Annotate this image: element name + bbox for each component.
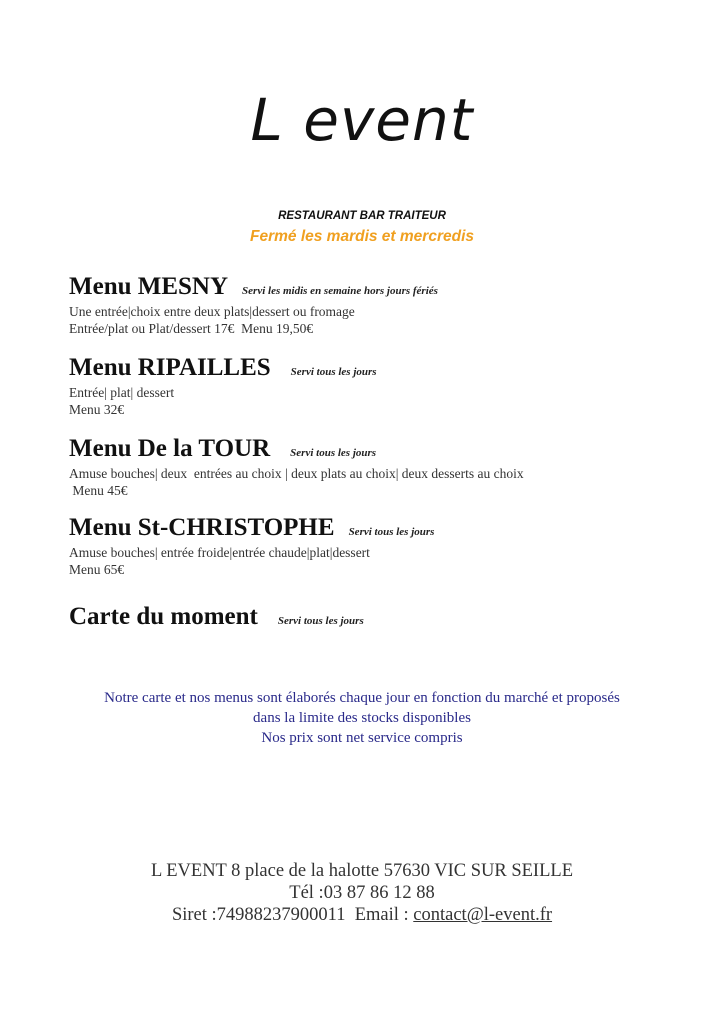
restaurant-tagline: RESTAURANT BAR TRAITEUR	[278, 210, 446, 222]
menu-description: Entrée| plat| dessert	[69, 385, 175, 400]
email-link[interactable]: contact@l-event.fr	[413, 905, 553, 925]
footer-siret-email	[0, 904, 724, 926]
menu-availability-note: Servi tous les jours	[290, 366, 377, 378]
menu-price: Menu 65€	[69, 562, 125, 577]
menu-mesny	[69, 274, 709, 337]
menu-description: Amuse bouches| deux entrées au choix | deux plats au choix| deux desserts au choix	[69, 466, 524, 481]
menu-description: Amuse bouches| entrée froide|entrée chaude|plat|dessert	[69, 545, 370, 560]
menu-title: Menu RIPAILLES	[69, 354, 271, 381]
menu-title: Menu De la TOUR	[69, 435, 271, 462]
contact-footer	[0, 860, 724, 926]
menu-availability-note: Servi tous les jours	[348, 526, 435, 538]
menu-info-notice	[0, 688, 724, 748]
info-line: Notre carte et nos menus sont élaborés chaque jour en fonction du marché et proposés	[104, 690, 620, 706]
menu-price: Menu 32€	[69, 402, 125, 417]
menu-title: Carte du moment	[69, 603, 258, 630]
menu-title: Menu MESNY	[69, 273, 229, 300]
menu-availability-note: Servi tous les jours	[290, 447, 377, 459]
menu-price: Entrée/plat ou Plat/dessert 17€ Menu 19,50€	[69, 321, 314, 336]
menu-st-christophe	[69, 515, 709, 578]
info-line: Nos prix sont net service compris	[261, 730, 463, 746]
menu-ripailles	[69, 355, 709, 418]
menu-price: Menu 45€	[69, 483, 128, 498]
menu-availability-note: Servi les midis en semaine hors jours fériés	[242, 285, 438, 297]
menu-title: Menu St-CHRISTOPHE	[69, 514, 335, 541]
footer-phone: Tél :03 87 86 12 88	[289, 883, 435, 903]
closed-days-notice: Fermé les mardis et mercredis	[249, 228, 474, 245]
menu-description: Une entrée|choix entre deux plats|dessert ou fromage	[69, 304, 355, 319]
menu-de-la-tour	[69, 436, 709, 499]
carte-du-moment	[69, 604, 709, 629]
footer-address: L EVENT 8 place de la halotte 57630 VIC SUR SEILLE	[151, 861, 573, 881]
info-line: dans la limite des stocks disponibles	[253, 710, 471, 726]
footer-siret: Siret :74988237900011 Email :	[171, 905, 414, 925]
menu-availability-note: Servi tous les jours	[277, 615, 364, 627]
restaurant-logo: L event	[250, 86, 474, 154]
